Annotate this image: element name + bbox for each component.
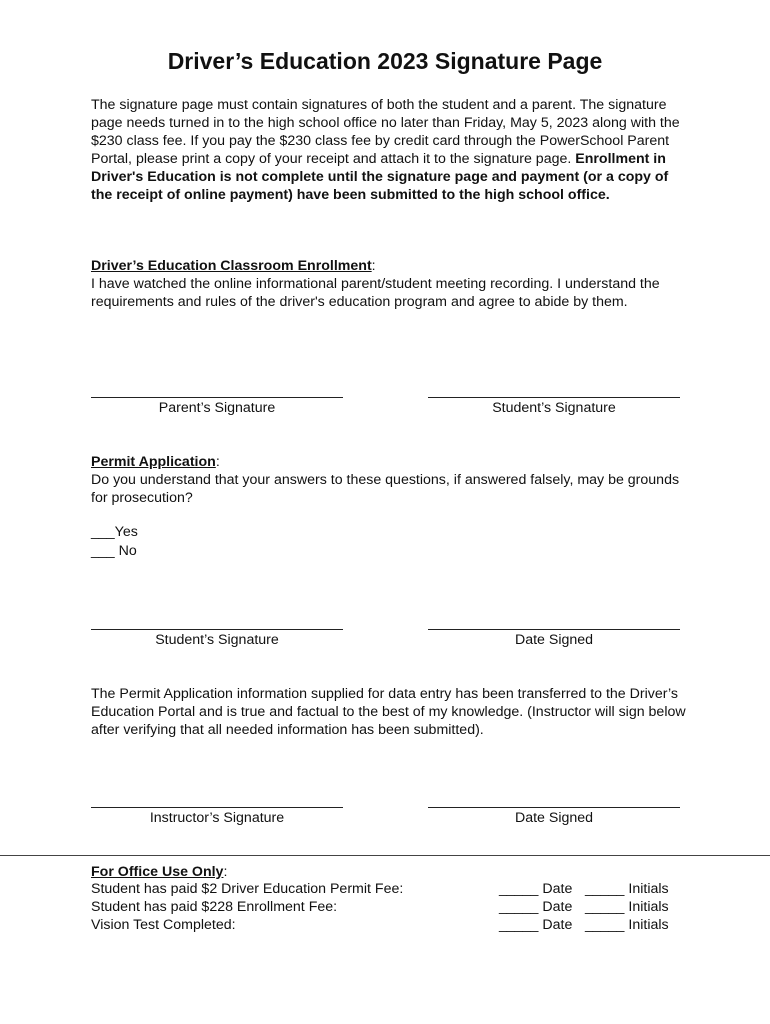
- permit-date-signed-line[interactable]: [428, 629, 680, 630]
- permit-student-signature-label: Student’s Signature: [155, 632, 279, 648]
- office-row-date[interactable]: _____ Date: [499, 917, 573, 933]
- office-row-label: Student has paid $2 Driver Education Permit Fee:: [91, 881, 404, 897]
- student-signature-line[interactable]: [428, 397, 680, 398]
- permit-date-signed-label: Date Signed: [514, 632, 594, 648]
- instructor-paragraph: The Permit Application information supplied for data entry has been transferred to the Driver’s Education Portal and is true and factual to the best of my knowledge. (Instructor will sign below after verifying that all needed information has been submitted).: [91, 686, 686, 738]
- permit-heading: Permit Application: [91, 454, 216, 470]
- permit-section: [91, 453, 691, 507]
- enrollment-section: [91, 257, 691, 311]
- intro-bold-text: Enrollment in Driver's Education is not complete until the signature page and payment (or a copy of the receipt of online payment) have been submitted to the high school office.: [91, 151, 669, 203]
- office-heading-colon: :: [223, 864, 228, 880]
- instructor-date-signed-line[interactable]: [428, 807, 680, 808]
- intro-text: The signature page must contain signatures of both the student and a parent. The signature page needs turned in to the high school office no later than Friday, May 5, 2023 along with the $230 class fee. If you pay the $230 class fee by credit card through the PowerSchool Parent Portal, please print a copy of your receipt and attach it to the signature page.: [91, 97, 680, 167]
- instructor-date-signed-label: Date Signed: [514, 810, 594, 826]
- office-row-date[interactable]: _____ Date: [499, 881, 573, 897]
- instructor-signature-line[interactable]: [91, 807, 343, 808]
- office-row-label: Vision Test Completed:: [91, 917, 236, 933]
- instructor-signature-label: Instructor’s Signature: [149, 810, 285, 826]
- intro-paragraph: [91, 96, 691, 204]
- office-row-initials[interactable]: _____ Initials: [585, 881, 669, 897]
- parent-signature-label: Parent’s Signature: [158, 400, 276, 416]
- page-title: Driver’s Education 2023 Signature Page: [167, 48, 603, 74]
- permit-question: Do you understand that your answers to these questions, if answered falsely, may be grounds for prosecution?: [91, 472, 680, 506]
- office-row-permit-fee: [91, 881, 681, 899]
- parent-signature-line[interactable]: [91, 397, 343, 398]
- office-row-date[interactable]: _____ Date: [499, 899, 573, 915]
- permit-heading-colon: :: [215, 454, 220, 470]
- office-row-label: Student has paid $228 Enrollment Fee:: [91, 899, 338, 915]
- enrollment-heading: Driver’s Education Classroom Enrollment: [91, 258, 372, 274]
- office-row-initials[interactable]: _____ Initials: [585, 899, 669, 915]
- student-signature-label: Student’s Signature: [492, 400, 616, 416]
- office-row-vision-test: [91, 917, 681, 935]
- enrollment-text: I have watched the online informational parent/student meeting recording. I understand the requirements and rules of the driver's education program and agree to abide by them.: [91, 276, 660, 310]
- office-row-enrollment-fee: [91, 899, 681, 917]
- office-row-initials[interactable]: _____ Initials: [585, 917, 669, 933]
- permit-student-signature-line[interactable]: [91, 629, 343, 630]
- option-no[interactable]: ___ No: [91, 543, 137, 559]
- enrollment-heading-colon: :: [371, 258, 376, 274]
- office-heading: For Office Use Only: [91, 864, 224, 880]
- office-heading-line: [91, 863, 691, 881]
- office-divider: [0, 855, 770, 856]
- option-yes[interactable]: ___Yes: [91, 524, 138, 540]
